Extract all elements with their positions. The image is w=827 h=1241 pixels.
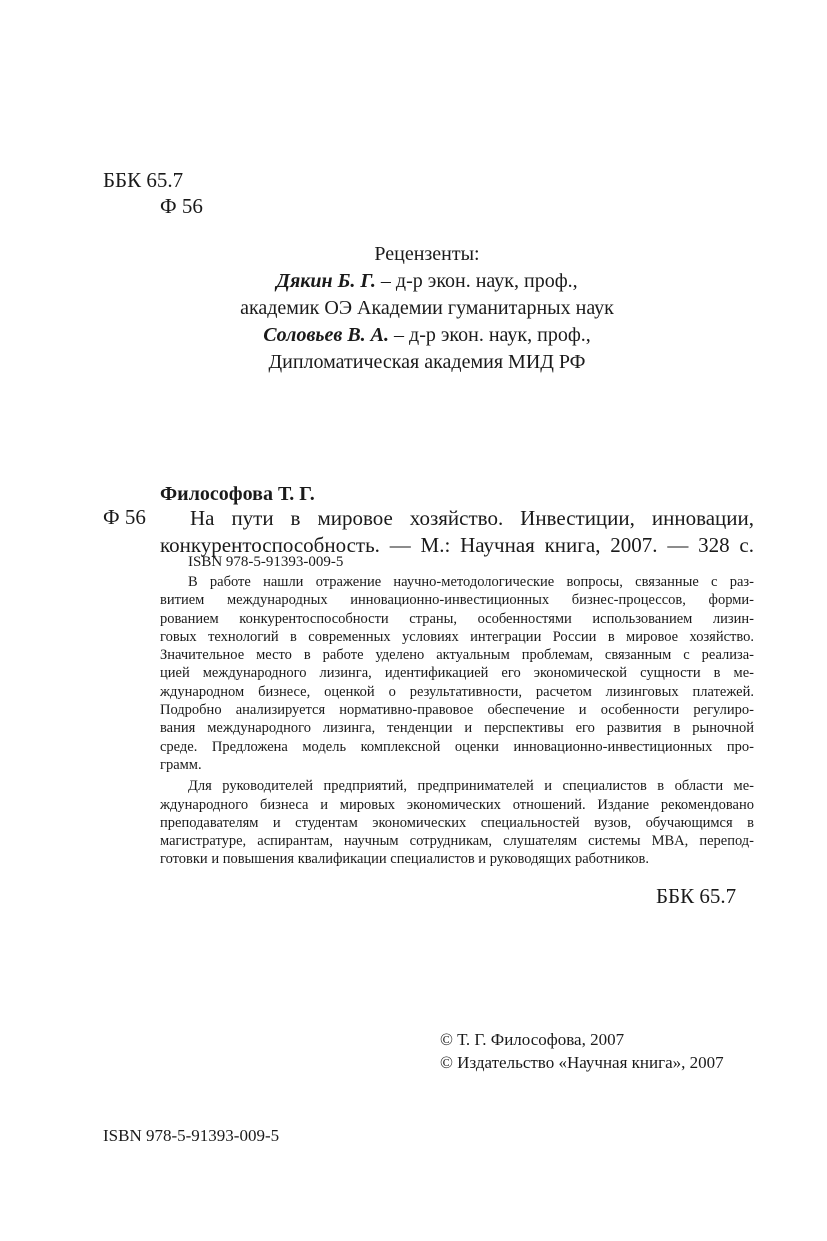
bbk-code-bottom: ББК 65.7 xyxy=(656,884,737,908)
entry-index-code: Ф 56 xyxy=(103,505,146,529)
reviewer-1-title: – д-р экон. наук, проф., xyxy=(375,270,578,292)
bbk-code: ББК 65.7 xyxy=(103,168,184,192)
abstract-line: вания международного лизинга, тенденции и перспективы его развития в рыночной xyxy=(160,720,754,737)
abstract-line: Подробно анализируется нормативно-правовое обеспечение и особенности регулиро- xyxy=(160,702,754,719)
entry-isbn: ISBN 978-5-91393-009-5 xyxy=(188,554,344,570)
entry-title-line-2: конкурентоспособность. — М.: Научная книга, 2007. — 328 с. xyxy=(160,533,754,557)
abstract-line: грамм. xyxy=(160,756,202,773)
reviewer-2-title: – д-р экон. наук, проф., xyxy=(389,324,591,346)
reviewer-2 xyxy=(190,322,664,349)
abstract-line: витием международных инновационно-инвестиционных бизнес-процессов, форми- xyxy=(160,592,754,609)
reviewer-1 xyxy=(190,268,664,295)
abstract-line: Значительное место в работе уделено актуальным проблемам, связанным с реализа- xyxy=(160,647,754,664)
entry-title xyxy=(160,505,754,559)
abstract-line: ждународном бизнесе, оценкой о результативности, расчетом лизинговых платежей. xyxy=(160,683,754,700)
abstract-line: готовки и повышения квалификации специалистов и руководящих работников. xyxy=(160,851,649,868)
abstract-line: цией международного лизинга, идентификацией его экономической сущности в ме- xyxy=(160,665,754,682)
author-mark: Ф 56 xyxy=(160,194,203,218)
isbn-footer: ISBN 978-5-91393-009-5 xyxy=(103,1126,280,1145)
copyright-author: © Т. Г. Философова, 2007 xyxy=(440,1030,625,1049)
abstract-line: говых технологий в современных условиях интеграции России в мировое хозяйство. xyxy=(160,628,754,645)
abstract-line: преподавателям и студентам экономических специальностей вузов, обучающимся в xyxy=(160,814,754,831)
abstract-line: рованием конкурентоспособности страны, особенностями использованием лизин- xyxy=(160,610,754,627)
reviewer-2-affiliation: Дипломатическая академия МИД РФ xyxy=(268,351,586,373)
copyright-publisher: © Издательство «Научная книга», 2007 xyxy=(440,1053,724,1072)
reviewers-block xyxy=(190,241,664,376)
entry-title-line-1: На пути в мировое хозяйство. Инвестиции, инновации, xyxy=(190,506,754,530)
reviewer-1-affiliation: академик ОЭ Академии гуманитарных наук xyxy=(240,297,614,319)
abstract-line: магистратуре, аспирантам, научным сотрудникам, слушателям системы MBA, перепод- xyxy=(160,833,754,850)
abstract-line: Для руководителей предприятий, предпринимателей и специалистов в области ме- xyxy=(188,778,754,795)
abstract-line: ждународного бизнеса и мировых экономических отношений. Издание рекомендовано xyxy=(160,796,754,813)
abstract xyxy=(160,573,754,869)
abstract-line: среде. Предложена модель комплексной оценки инновационно-инвестиционных про- xyxy=(160,738,754,755)
reviewers-heading: Рецензенты: xyxy=(374,243,480,265)
reviewer-1-name: Дякин Б. Г. xyxy=(276,270,376,292)
reviewer-2-name: Соловьев В. А. xyxy=(263,324,390,346)
entry-author: Философова Т. Г. xyxy=(160,483,315,505)
abstract-line: В работе нашли отражение научно-методологические вопросы, связанные с раз- xyxy=(188,574,754,590)
